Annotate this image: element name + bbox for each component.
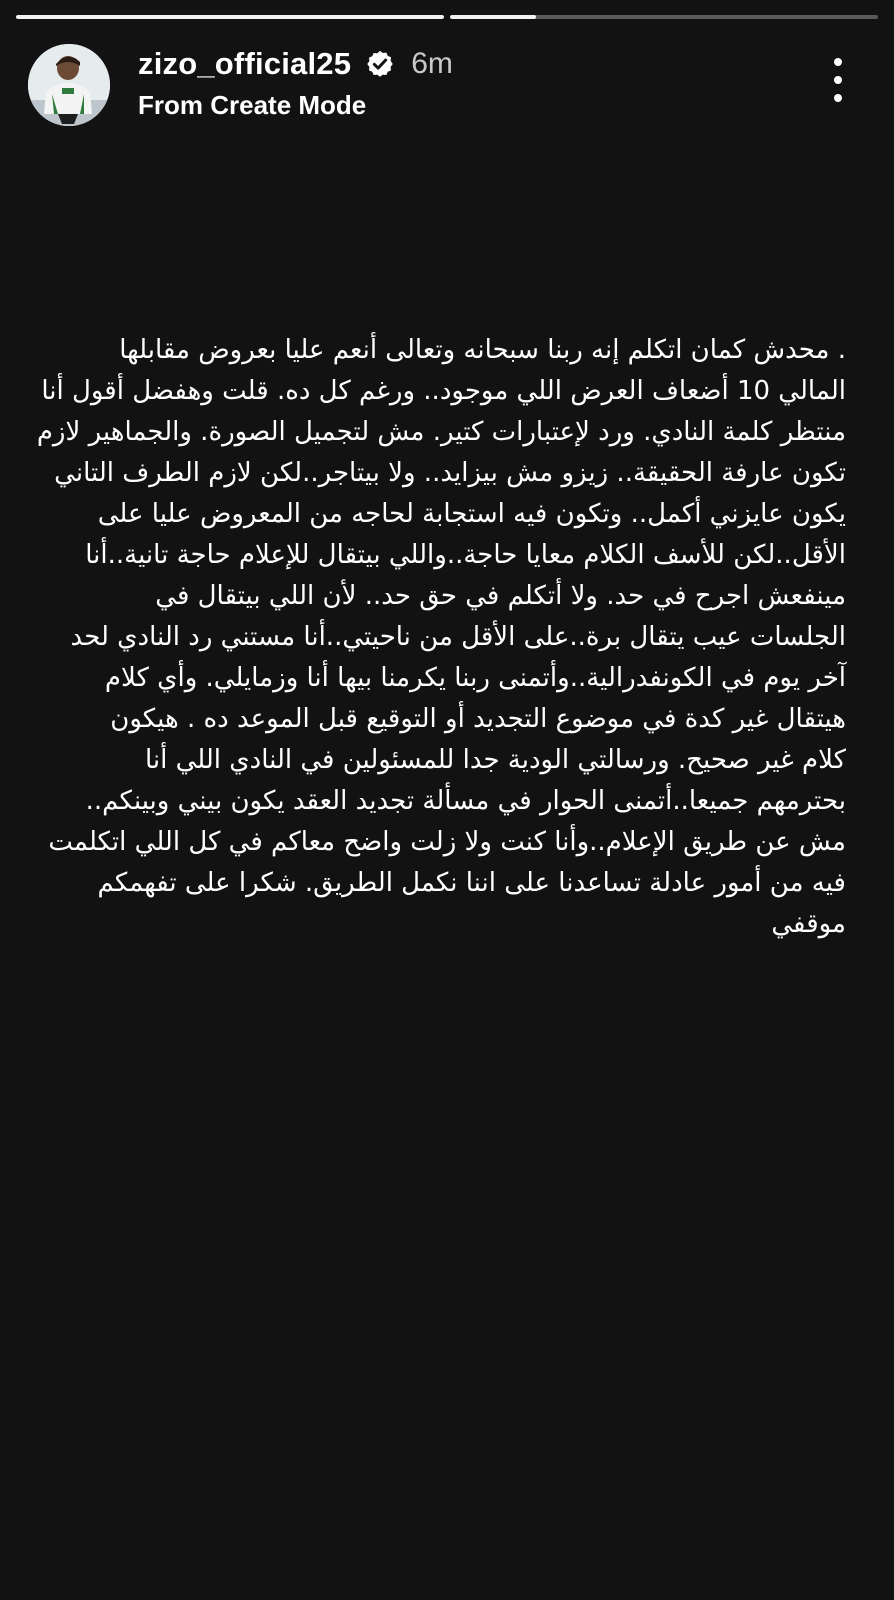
story-text-line: تكون عارفة الحقيقة.. زيزو مش بيزايد.. ولا بيتاجر..لكن لازم الطرف التاني bbox=[54, 458, 846, 488]
progress-segment-2 bbox=[450, 15, 878, 19]
more-dot bbox=[834, 58, 842, 66]
more-vertical-icon[interactable] bbox=[828, 58, 848, 102]
story-text-line: يكون عايزني أكمل.. وتكون فيه استجابة لحاجه من المعروض عليا على bbox=[97, 499, 846, 529]
create-mode-label[interactable]: From Create Mode bbox=[138, 90, 367, 120]
progress-segment-2-fill bbox=[450, 15, 536, 19]
more-dot bbox=[834, 94, 842, 102]
story-text-line: المالي 10 أضعاف العرض اللي موجود.. ورغم كل ده. قلت وهفضل أقول أنا bbox=[41, 376, 846, 406]
username[interactable]: zizo_official25 bbox=[138, 46, 352, 81]
avatar-image bbox=[28, 44, 110, 126]
progress-segment-1-fill bbox=[16, 15, 444, 19]
story-text-line: الجلسات عيب يتقال برة..على الأقل من ناحيتي..أنا مستني رد النادي لحد bbox=[70, 622, 846, 652]
story-text-line: مينفعش اجرح في حد. ولا أتكلم في حق حد.. لأن اللي بيتقال في bbox=[155, 581, 846, 611]
verified-badge-icon bbox=[365, 49, 395, 79]
story-text-block bbox=[36, 330, 846, 945]
story-text-line: فيه من أمور عادلة تساعدنا على اننا نكمل الطريق. شكرا على تفهمكم bbox=[97, 868, 846, 898]
avatar[interactable] bbox=[28, 44, 110, 126]
post-time: 6m bbox=[411, 47, 453, 80]
story-text-line: موقفي bbox=[771, 909, 846, 939]
story-progress-bar bbox=[16, 15, 878, 19]
story-text-line: كلام غير صحيح. ورسالتي الودية جدا للمسئولين في النادي اللي أنا bbox=[144, 745, 846, 775]
story-text-line: آخر يوم في الكونفدرالية..وأتمنى ربنا يكرمنا بيها أنا وزمايلي. وأي كلام bbox=[104, 663, 846, 693]
more-dot bbox=[834, 76, 842, 84]
story-text-line: . محدش كمان اتكلم إنه ربنا سبحانه وتعالى أنعم عليا بعروض مقابلها bbox=[119, 335, 846, 365]
story-text-line: مش عن طريق الإعلام..وأنا كنت ولا زلت واضح معاكم في كل اللي اتكلمت bbox=[48, 827, 846, 857]
story-text-line: منتظر كلمة النادي. ورد لإعتبارات كتير. مش لتجميل الصورة. والجماهير لازم bbox=[36, 417, 846, 447]
story-text-line: هيتقال غير كدة في موضوع التجديد أو التوقيع قبل الموعد ده . هيكون bbox=[110, 704, 846, 734]
story-text-line: الأقل..لكن للأسف الكلام معايا حاجة..واللي بيتقال للإعلام حاجة تانية..أنا bbox=[85, 540, 846, 570]
story-header bbox=[28, 40, 866, 126]
story-text-line: بحترمهم جميعا..أتمنى الحوار في مسألة تجديد العقد يكون بيني وبينكم.. bbox=[85, 786, 846, 816]
username-row bbox=[138, 44, 453, 84]
progress-segment-1 bbox=[16, 15, 444, 19]
